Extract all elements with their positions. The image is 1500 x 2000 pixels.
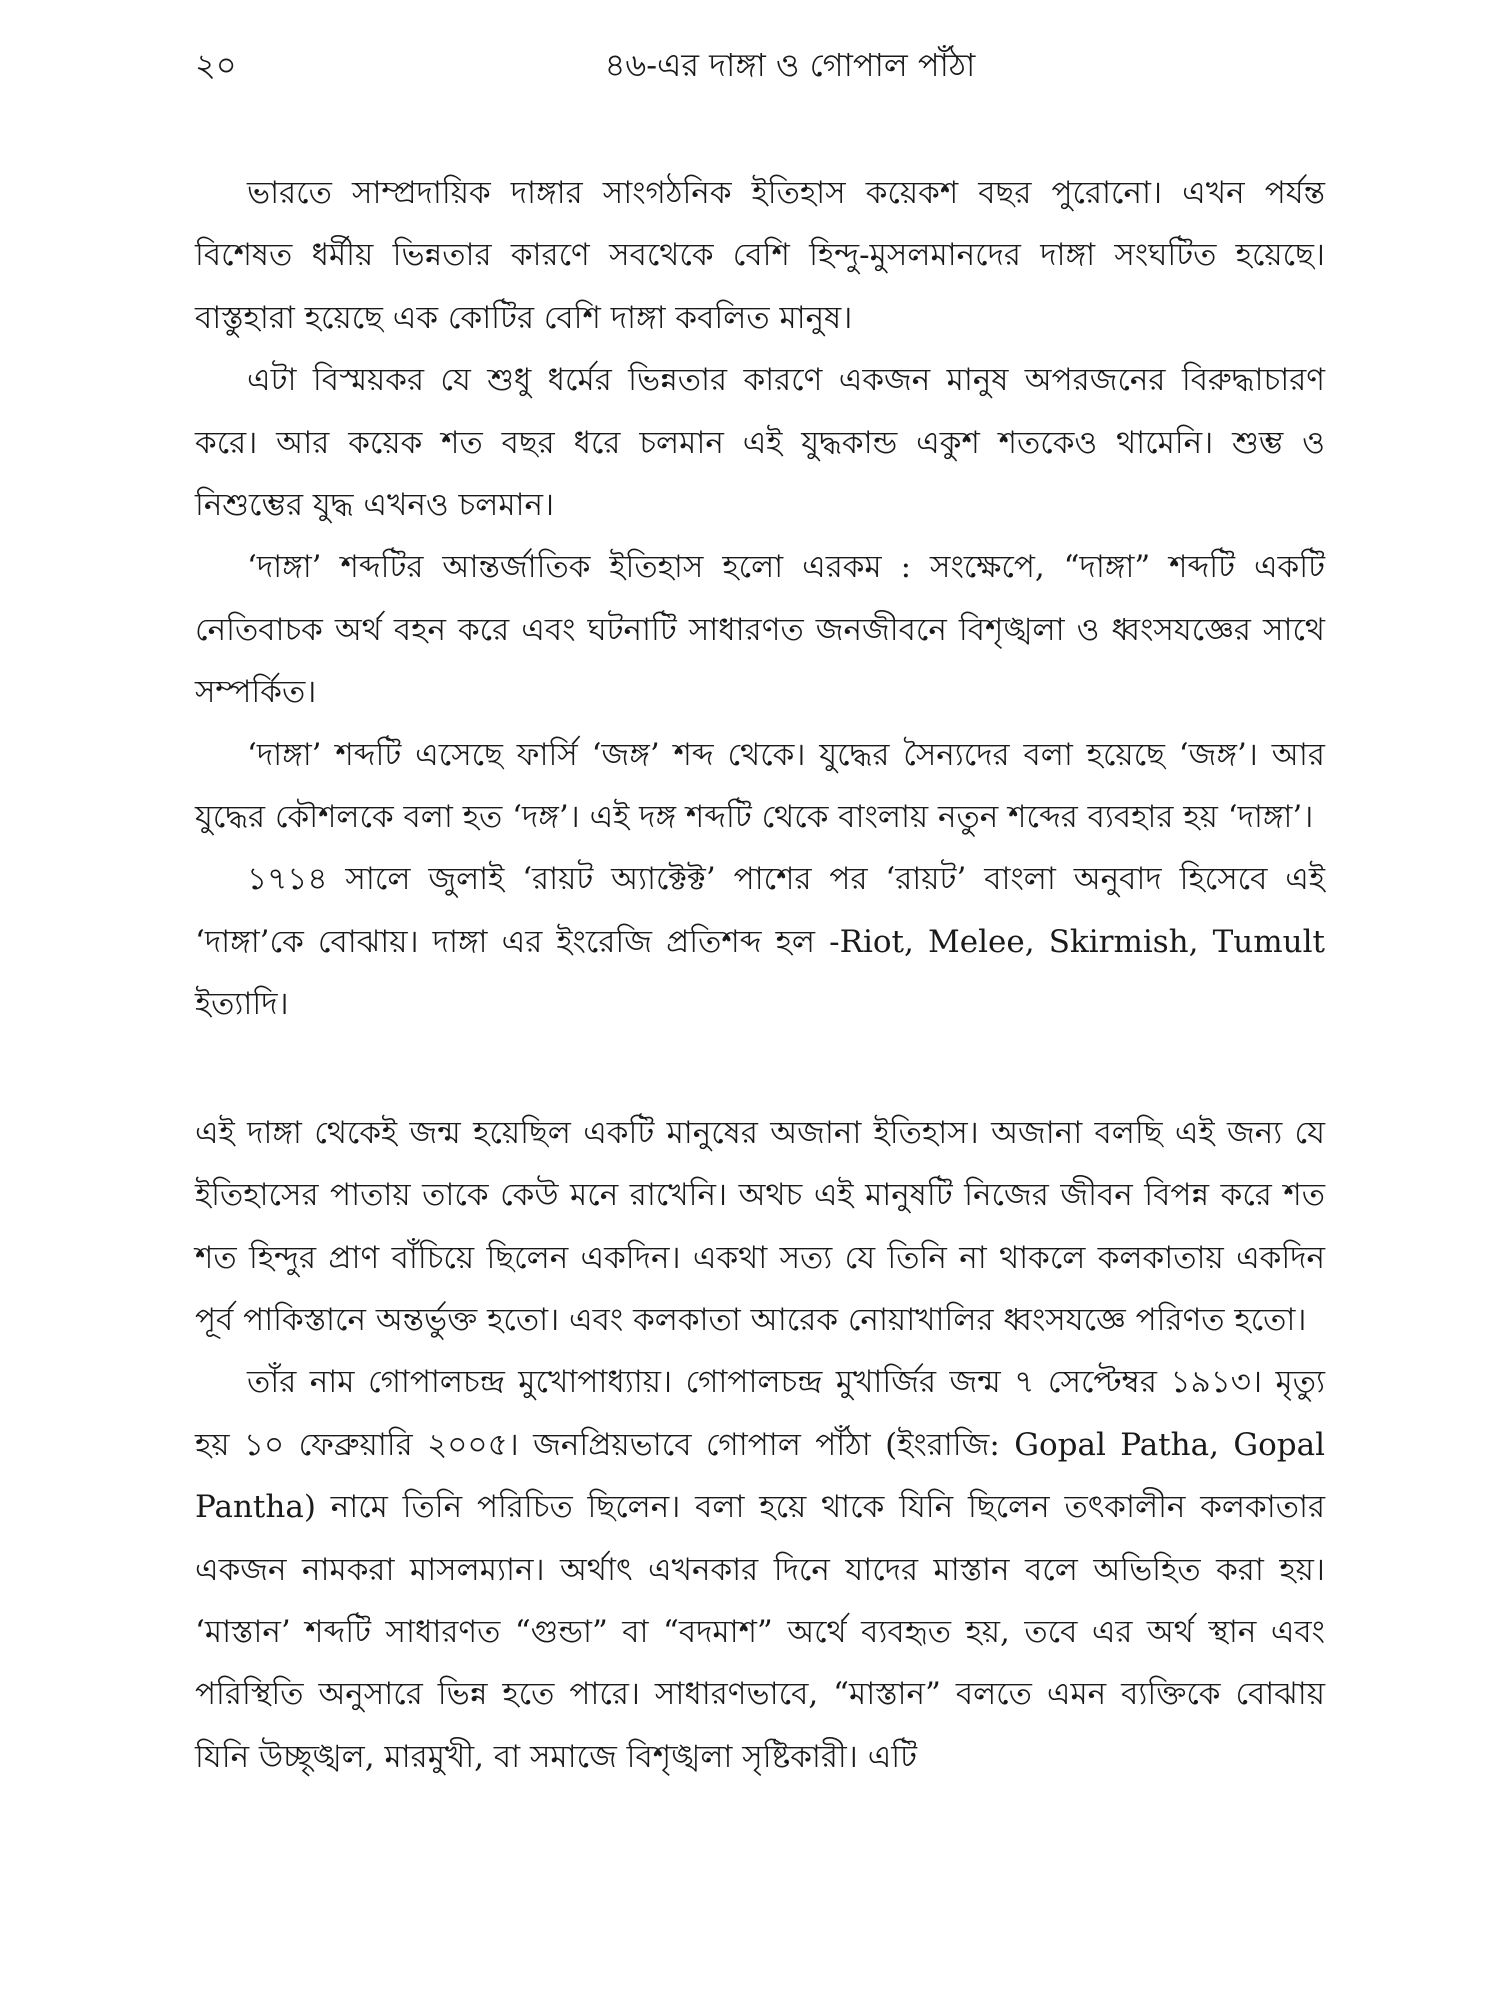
paragraph-word-meaning: ‘দাঙ্গা’ শব্দটির আন্তর্জাতিক ইতিহাস হলো এরকম : সংক্ষেপে, “দাঙ্গা” শব্দটি একটি নেতিবাচক অর্থ বহন করে এবং ঘটনাটি সাধারণত জনজীবনে বিশৃঙ্খলা ও ধ্বংসযজ্ঞের সাথে সম্পর্কিত। <box>195 549 1325 711</box>
chapter-title: ৪৬-এর দাঙ্গা ও গোপাল পাঁঠা <box>604 46 976 84</box>
running-header <box>195 40 1325 110</box>
paragraph-gopal-biography: তাঁর নাম গোপালচন্দ্র মুখোপাধ্যায়। গোপালচন্দ্র মুখার্জির জন্ম ৭ সেপ্টেম্বর ১৯১৩। মৃত্যু হয় ১০ ফেব্রুয়ারি ২০০৫। জনপ্রিয়ভাবে গোপাল পাঁঠা (ইংরাজি: Gopal Patha, Gopal Pantha) নামে তিনি পরিচিত ছিলেন। বলা হয়ে থাকে যিনি ছিলেন তৎকালীন কলকাতার একজন নামকরা মাসলম্যান। অর্থাৎ এখনকার দিনে যাদের মাস্তান বলে অভিহিত করা হয়। ‘মাস্তান’ শব্দটি সাধারণত “গুন্ডা” বা “বদমাশ” অর্থে ব্যবহৃত হয়, তবে এর অর্থ স্থান এবং পরিস্থিতি অনুসারে ভিন্ন হতে পারে। সাধারণভাবে, “মাস্তান” বলতে এমন ব্যক্তিকে বোঝায় যিনি উচ্ছৃঙ্খল, মারমুখী, বা সমাজে বিশৃঙ্খলা সৃষ্টিকারী। এটি <box>195 1364 1325 1775</box>
paragraph-word-origin: ‘দাঙ্গা’ শব্দটি এসেছে ফার্সি ‘জঙ্গ’ শব্দ থেকে। যুদ্ধের সৈন্যদের বলা হয়েছে ‘জঙ্গ’। আর যুদ্ধের কৌশলকে বলা হত ‘দঙ্গ’। এই দঙ্গ শব্দটি থেকে বাংলায় নতুন শব্দের ব্যবহার হয় ‘দাঙ্গা’। <box>195 736 1325 836</box>
page-number: ২০ <box>195 46 237 84</box>
paragraph-unknown-history: এই দাঙ্গা থেকেই জন্ম হয়েছিল একটি মানুষের অজানা ইতিহাস। অজানা বলছি এই জন্য যে ইতিহাসের পাতায় তাকে কেউ মনে রাখেনি। অথচ এই মানুষটি নিজের জীবন বিপন্ন করে শত শত হিন্দুর প্রাণ বাঁচিয়ে ছিলেন একদিন। একথা সত্য যে তিনি না থাকলে কলকাতায় একদিন পূর্ব পাকিস্তানে অন্তর্ভুক্ত হতো। এবং কলকাতা আরেক নোয়াখালির ধ্বংসযজ্ঞে পরিণত হতো। <box>195 1114 1325 1338</box>
paragraph-religious-difference: এটা বিস্ময়কর যে শুধু ধর্মের ভিন্নতার কারণে একজন মানুষ অপরজনের বিরুদ্ধাচারণ করে। আর কয়েক শত বছর ধরে চলমান এই যুদ্ধকান্ড একুশ শতকেও থামেনি। শুম্ভ ও নিশুম্ভের যুদ্ধ এখনও চলমান। <box>195 362 1325 524</box>
paragraph-riot-act: ১৭১৪ সালে জুলাই ‘রায়ট অ্যাক্টেক্ট’ পাশের পর ‘রায়ট’ বাংলা অনুবাদ হিসেবে এই ‘দাঙ্গা’কে বোঝায়। দাঙ্গা এর ইংরেজি প্রতিশব্দ হল -Riot, Melee, Skirmish, Tumult ইত্যাদি। <box>195 861 1325 1023</box>
body-text <box>195 162 1325 1788</box>
paragraph-riot-history: ভারতে সাম্প্রদায়িক দাঙ্গার সাংগঠনিক ইতিহাস কয়েকশ বছর পুরোনো। এখন পর্যন্ত বিশেষত ধর্মীয় ভিন্নতার কারণে সবথেকে বেশি হিন্দু-মুসলমানদের দাঙ্গা সংঘটিত হয়েছে। বাস্তুহারা হয়েছে এক কোটির বেশি দাঙ্গা কবলিত মানুষ। <box>195 175 1325 336</box>
section-gap <box>195 1036 1325 1102</box>
book-page <box>195 40 1325 1970</box>
